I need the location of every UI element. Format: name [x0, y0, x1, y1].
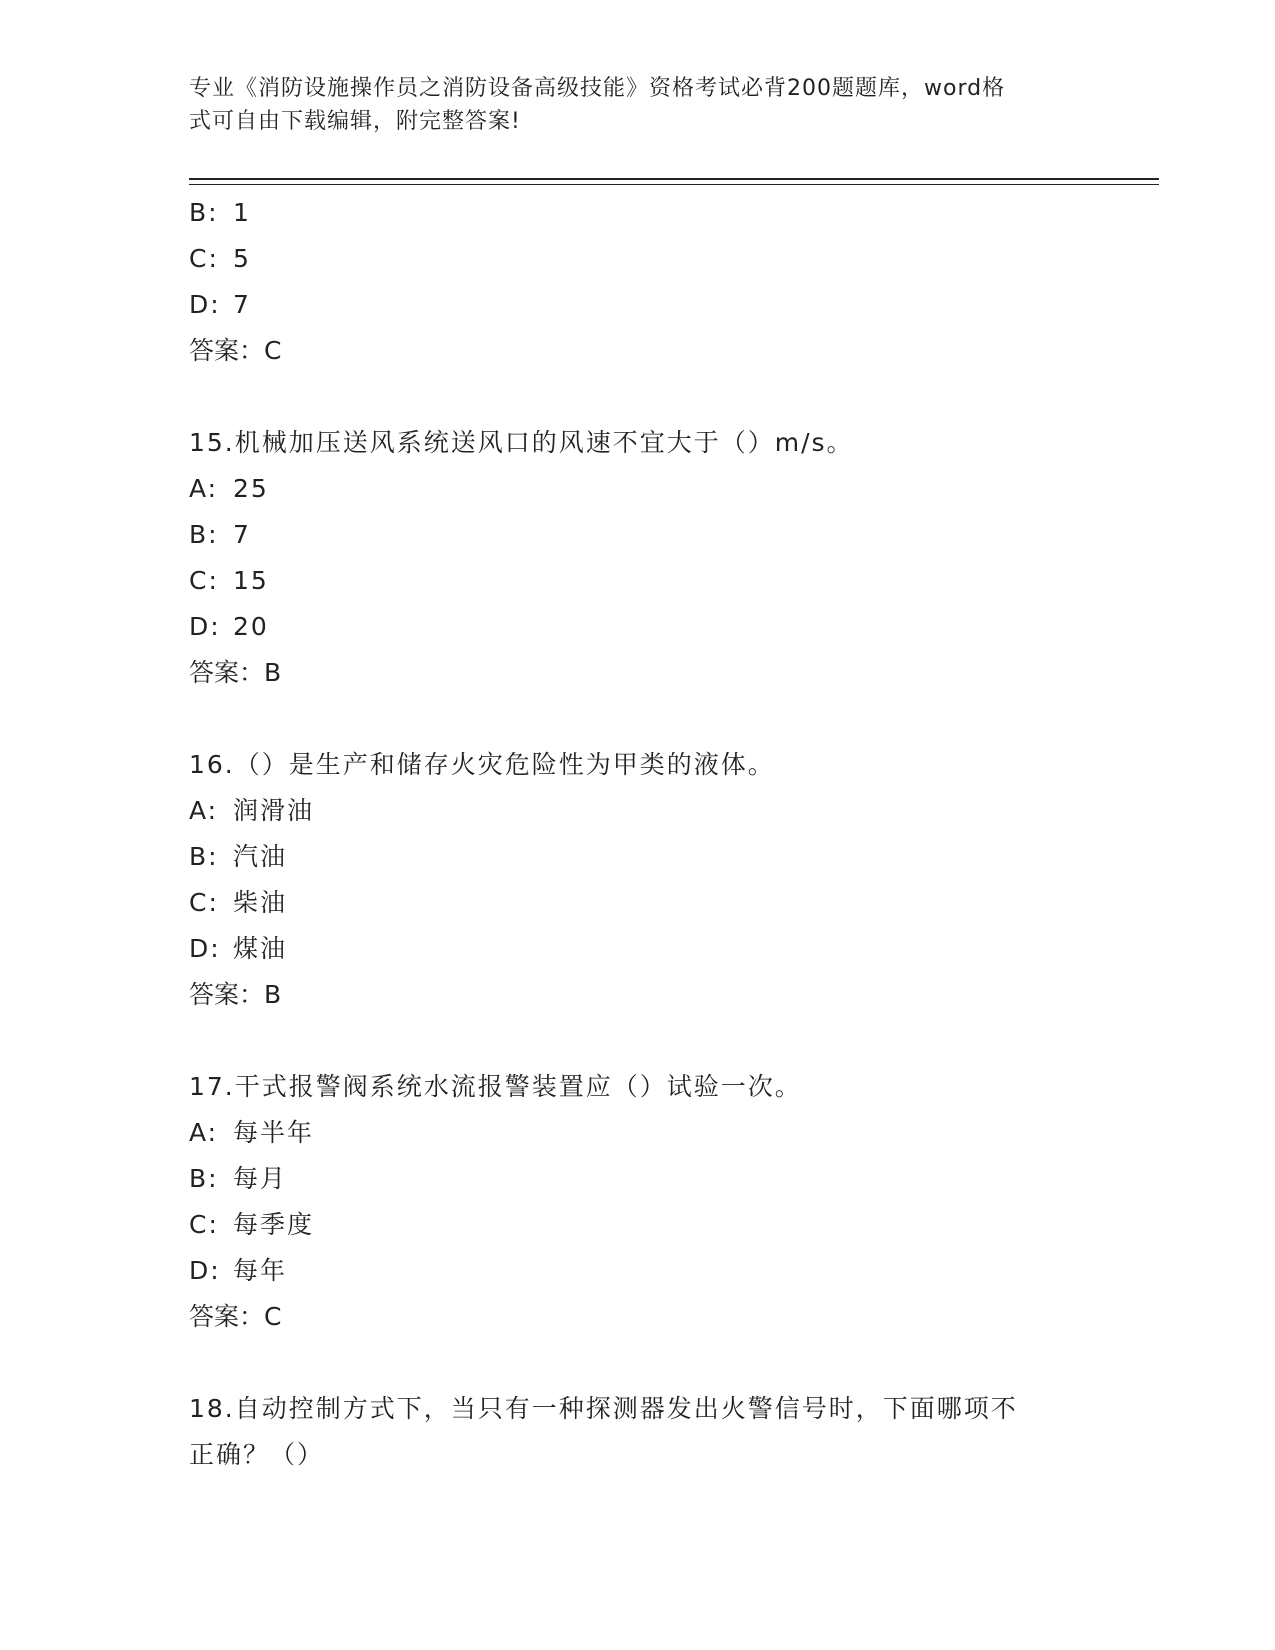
option-text: 25: [233, 474, 269, 503]
question-17-text: 17.干式报警阀系统水流报警装置应（）试验一次。: [189, 1072, 802, 1101]
option-c: [189, 1202, 1149, 1248]
header-divider-thin: [189, 184, 1159, 185]
answer-16: 答案：B: [189, 980, 282, 1009]
option-a: [189, 466, 1149, 512]
option-a: [189, 788, 1149, 834]
option-text: 煤油: [233, 934, 288, 963]
question-15-text: 15.机械加压送风系统送风口的风速不宜大于（）m/s。: [189, 428, 854, 457]
option-c: [189, 236, 1149, 282]
option-text: 7: [233, 290, 251, 319]
spacer: [189, 374, 1149, 420]
question-18-text-line-1: 18.自动控制方式下，当只有一种探测器发出火警信号时，下面哪项不: [189, 1394, 1018, 1423]
option-key: A:: [189, 474, 219, 503]
option-a: [189, 1110, 1149, 1156]
option-c: [189, 558, 1149, 604]
header-divider-thick: [189, 178, 1159, 180]
question-16: [189, 742, 1149, 1018]
spacer: [189, 696, 1149, 742]
option-key: D:: [189, 934, 221, 963]
option-key: C:: [189, 1210, 219, 1239]
option-d: [189, 604, 1149, 650]
option-key: D:: [189, 1256, 221, 1285]
option-c: [189, 880, 1149, 926]
option-key: C:: [189, 566, 219, 595]
option-text: 柴油: [233, 888, 288, 917]
answer-15: 答案：B: [189, 658, 282, 687]
spacer: [189, 1340, 1149, 1386]
option-text: 汽油: [233, 842, 288, 871]
option-text: 15: [233, 566, 269, 595]
option-text: 1: [233, 198, 251, 227]
question-18: [189, 1386, 1149, 1478]
header-line-1: 专业《消防设施操作员之消防设备高级技能》资格考试必背200题题库，word格: [189, 76, 1006, 101]
option-key: D:: [189, 612, 221, 641]
question-list: [189, 190, 1149, 1478]
option-key: B:: [189, 198, 219, 227]
option-text: 每半年: [233, 1118, 315, 1147]
option-text: 20: [233, 612, 269, 641]
option-key: D:: [189, 290, 221, 319]
answer-17: 答案：C: [189, 1302, 282, 1331]
option-key: C:: [189, 244, 219, 273]
option-key: B:: [189, 1164, 219, 1193]
option-key: B:: [189, 842, 219, 871]
answer-14: 答案：C: [189, 336, 282, 365]
option-d: [189, 1248, 1149, 1294]
option-b: [189, 512, 1149, 558]
option-key: C:: [189, 888, 219, 917]
option-text: 润滑油: [233, 796, 315, 825]
question-16-text: 16.（）是生产和储存火灾危险性为甲类的液体。: [189, 750, 775, 779]
document-header: [189, 72, 1069, 138]
option-key: A:: [189, 796, 219, 825]
option-b: [189, 834, 1149, 880]
option-text: 每月: [233, 1164, 288, 1193]
option-text: 7: [233, 520, 251, 549]
option-d: [189, 926, 1149, 972]
option-text: 每年: [233, 1256, 288, 1285]
option-key: B:: [189, 520, 219, 549]
header-line-2: 式可自由下载编辑，附完整答案!: [189, 109, 521, 134]
option-text: 每季度: [233, 1210, 315, 1239]
option-b: [189, 190, 1149, 236]
question-17: [189, 1064, 1149, 1340]
question-14-options: [189, 190, 1149, 374]
option-key: A:: [189, 1118, 219, 1147]
question-18-text-line-2: 正确？（）: [189, 1440, 325, 1469]
question-15: [189, 420, 1149, 696]
option-b: [189, 1156, 1149, 1202]
option-text: 5: [233, 244, 251, 273]
option-d: [189, 282, 1149, 328]
spacer: [189, 1018, 1149, 1064]
